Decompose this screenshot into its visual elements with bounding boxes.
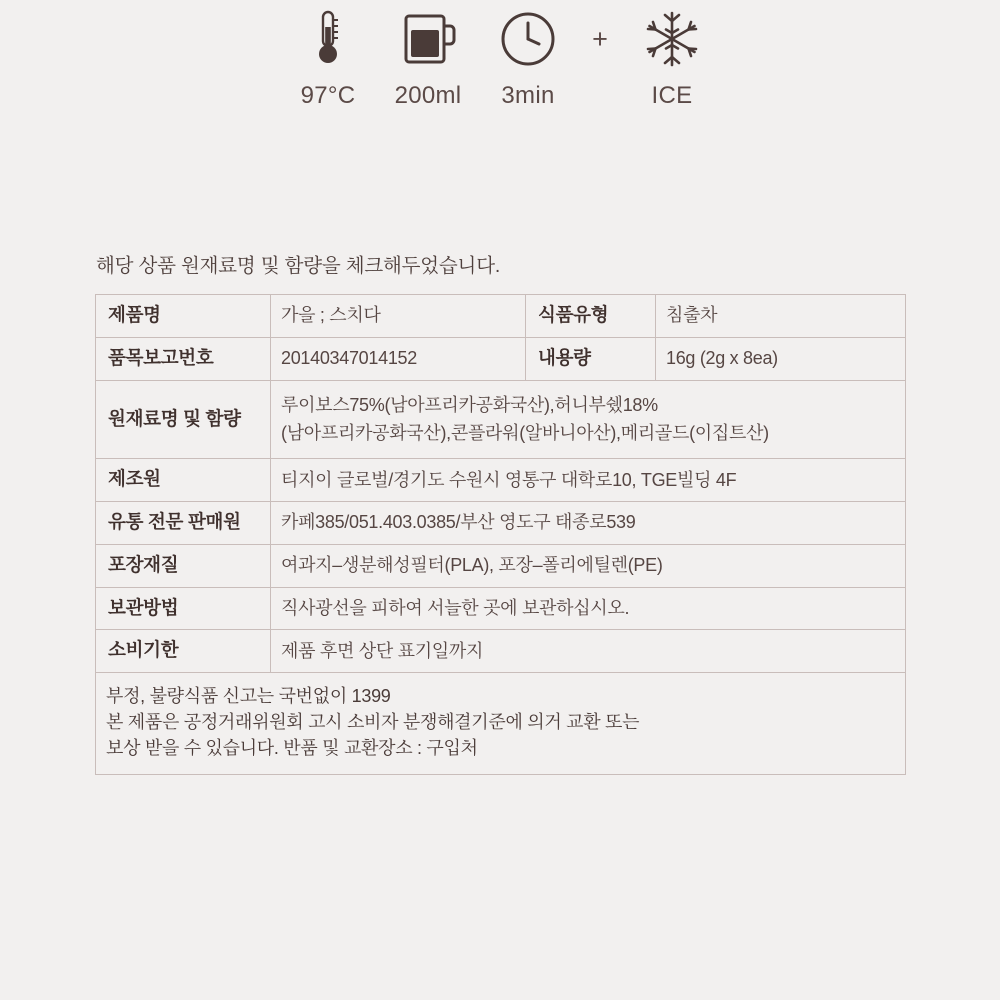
cell-label-food-type: 식품유형 bbox=[526, 295, 656, 338]
cell-label-manufacturer: 제조원 bbox=[96, 459, 271, 502]
brew-label-volume: 200ml bbox=[394, 82, 462, 109]
clock-icon bbox=[499, 8, 557, 70]
table-row bbox=[96, 587, 906, 630]
snowflake-icon bbox=[642, 8, 702, 70]
table-row bbox=[96, 502, 906, 545]
brew-item-plus bbox=[578, 8, 622, 70]
footer-line-2: 본 제품은 공정거래위원회 고시 소비자 분쟁해결기준에 의거 교환 또는 bbox=[106, 712, 640, 733]
footer-line-1: 부정, 불량식품 신고는 국번없이 1399 bbox=[106, 686, 391, 707]
cell-value-manufacturer: 티지이 글로벌/경기도 수원시 영통구 대학로10, TGE빌딩 4F bbox=[271, 459, 906, 502]
intro-text: 해당 상품 원재료명 및 함량을 체크해두었습니다. bbox=[96, 255, 501, 277]
product-info-table bbox=[95, 294, 906, 775]
table-row-ingredients bbox=[96, 380, 906, 459]
cell-value-report-number: 20140347014152 bbox=[271, 337, 526, 380]
cup-icon bbox=[400, 8, 456, 70]
cell-value-food-type: 침출차 bbox=[656, 295, 906, 338]
cell-value-ingredients bbox=[271, 380, 906, 459]
ingredients-line-1: 루이보스75%(남아프리카공화국산),허니부쉤18% bbox=[281, 394, 658, 415]
cell-label-packaging: 포장재질 bbox=[96, 544, 271, 587]
brewing-guide bbox=[0, 0, 1000, 130]
table-row bbox=[96, 630, 906, 673]
cell-label-ingredients: 원재료명 및 함량 bbox=[96, 380, 271, 459]
cell-value-distributor: 카페385/051.403.0385/부산 영도구 태종로539 bbox=[271, 502, 906, 545]
table-row-footer bbox=[96, 673, 906, 774]
cell-value-packaging: 여과지–생분해성필터(PLA), 포장–폴리에틸렌(PE) bbox=[271, 544, 906, 587]
cell-label-storage: 보관방법 bbox=[96, 587, 271, 630]
brewing-guide-items bbox=[0, 0, 1000, 110]
plus-icon: + bbox=[592, 23, 608, 54]
table-row bbox=[96, 459, 906, 502]
cell-value-storage: 직사광선을 피하여 서늘한 곳에 보관하십시오. bbox=[271, 587, 906, 630]
footer-line-3: 보상 받을 수 있습니다. 반품 및 교환장소 : 구입처 bbox=[106, 738, 478, 759]
ingredients-line-2: (남아프리카공화국산),콘플라워(알바니아산),메리골드(이집트산) bbox=[281, 423, 769, 444]
brew-item-ice bbox=[622, 8, 722, 110]
table-row bbox=[96, 337, 906, 380]
brew-label-ice: ICE bbox=[651, 82, 693, 109]
thermometer-icon bbox=[311, 8, 345, 70]
cell-label-net-weight: 내용량 bbox=[526, 337, 656, 380]
cell-footer-notice bbox=[96, 673, 906, 774]
cell-value-net-weight: 16g (2g x 8ea) bbox=[656, 337, 906, 380]
cell-label-product-name: 제품명 bbox=[96, 295, 271, 338]
brew-item-time bbox=[478, 8, 578, 110]
brew-item-volume bbox=[378, 8, 478, 110]
table-row bbox=[96, 295, 906, 338]
cell-label-distributor: 유통 전문 판매원 bbox=[96, 502, 271, 545]
brew-label-time: 3min bbox=[501, 82, 555, 109]
table-row bbox=[96, 544, 906, 587]
brew-item-temperature bbox=[278, 8, 378, 110]
cell-value-product-name: 가을 ; 스치다 bbox=[271, 295, 526, 338]
cell-label-report-number: 품목보고번호 bbox=[96, 337, 271, 380]
cell-label-expiry: 소비기한 bbox=[96, 630, 271, 673]
cell-value-expiry: 제품 후면 상단 표기일까지 bbox=[271, 630, 906, 673]
brew-label-temperature: 97°C bbox=[300, 82, 356, 109]
